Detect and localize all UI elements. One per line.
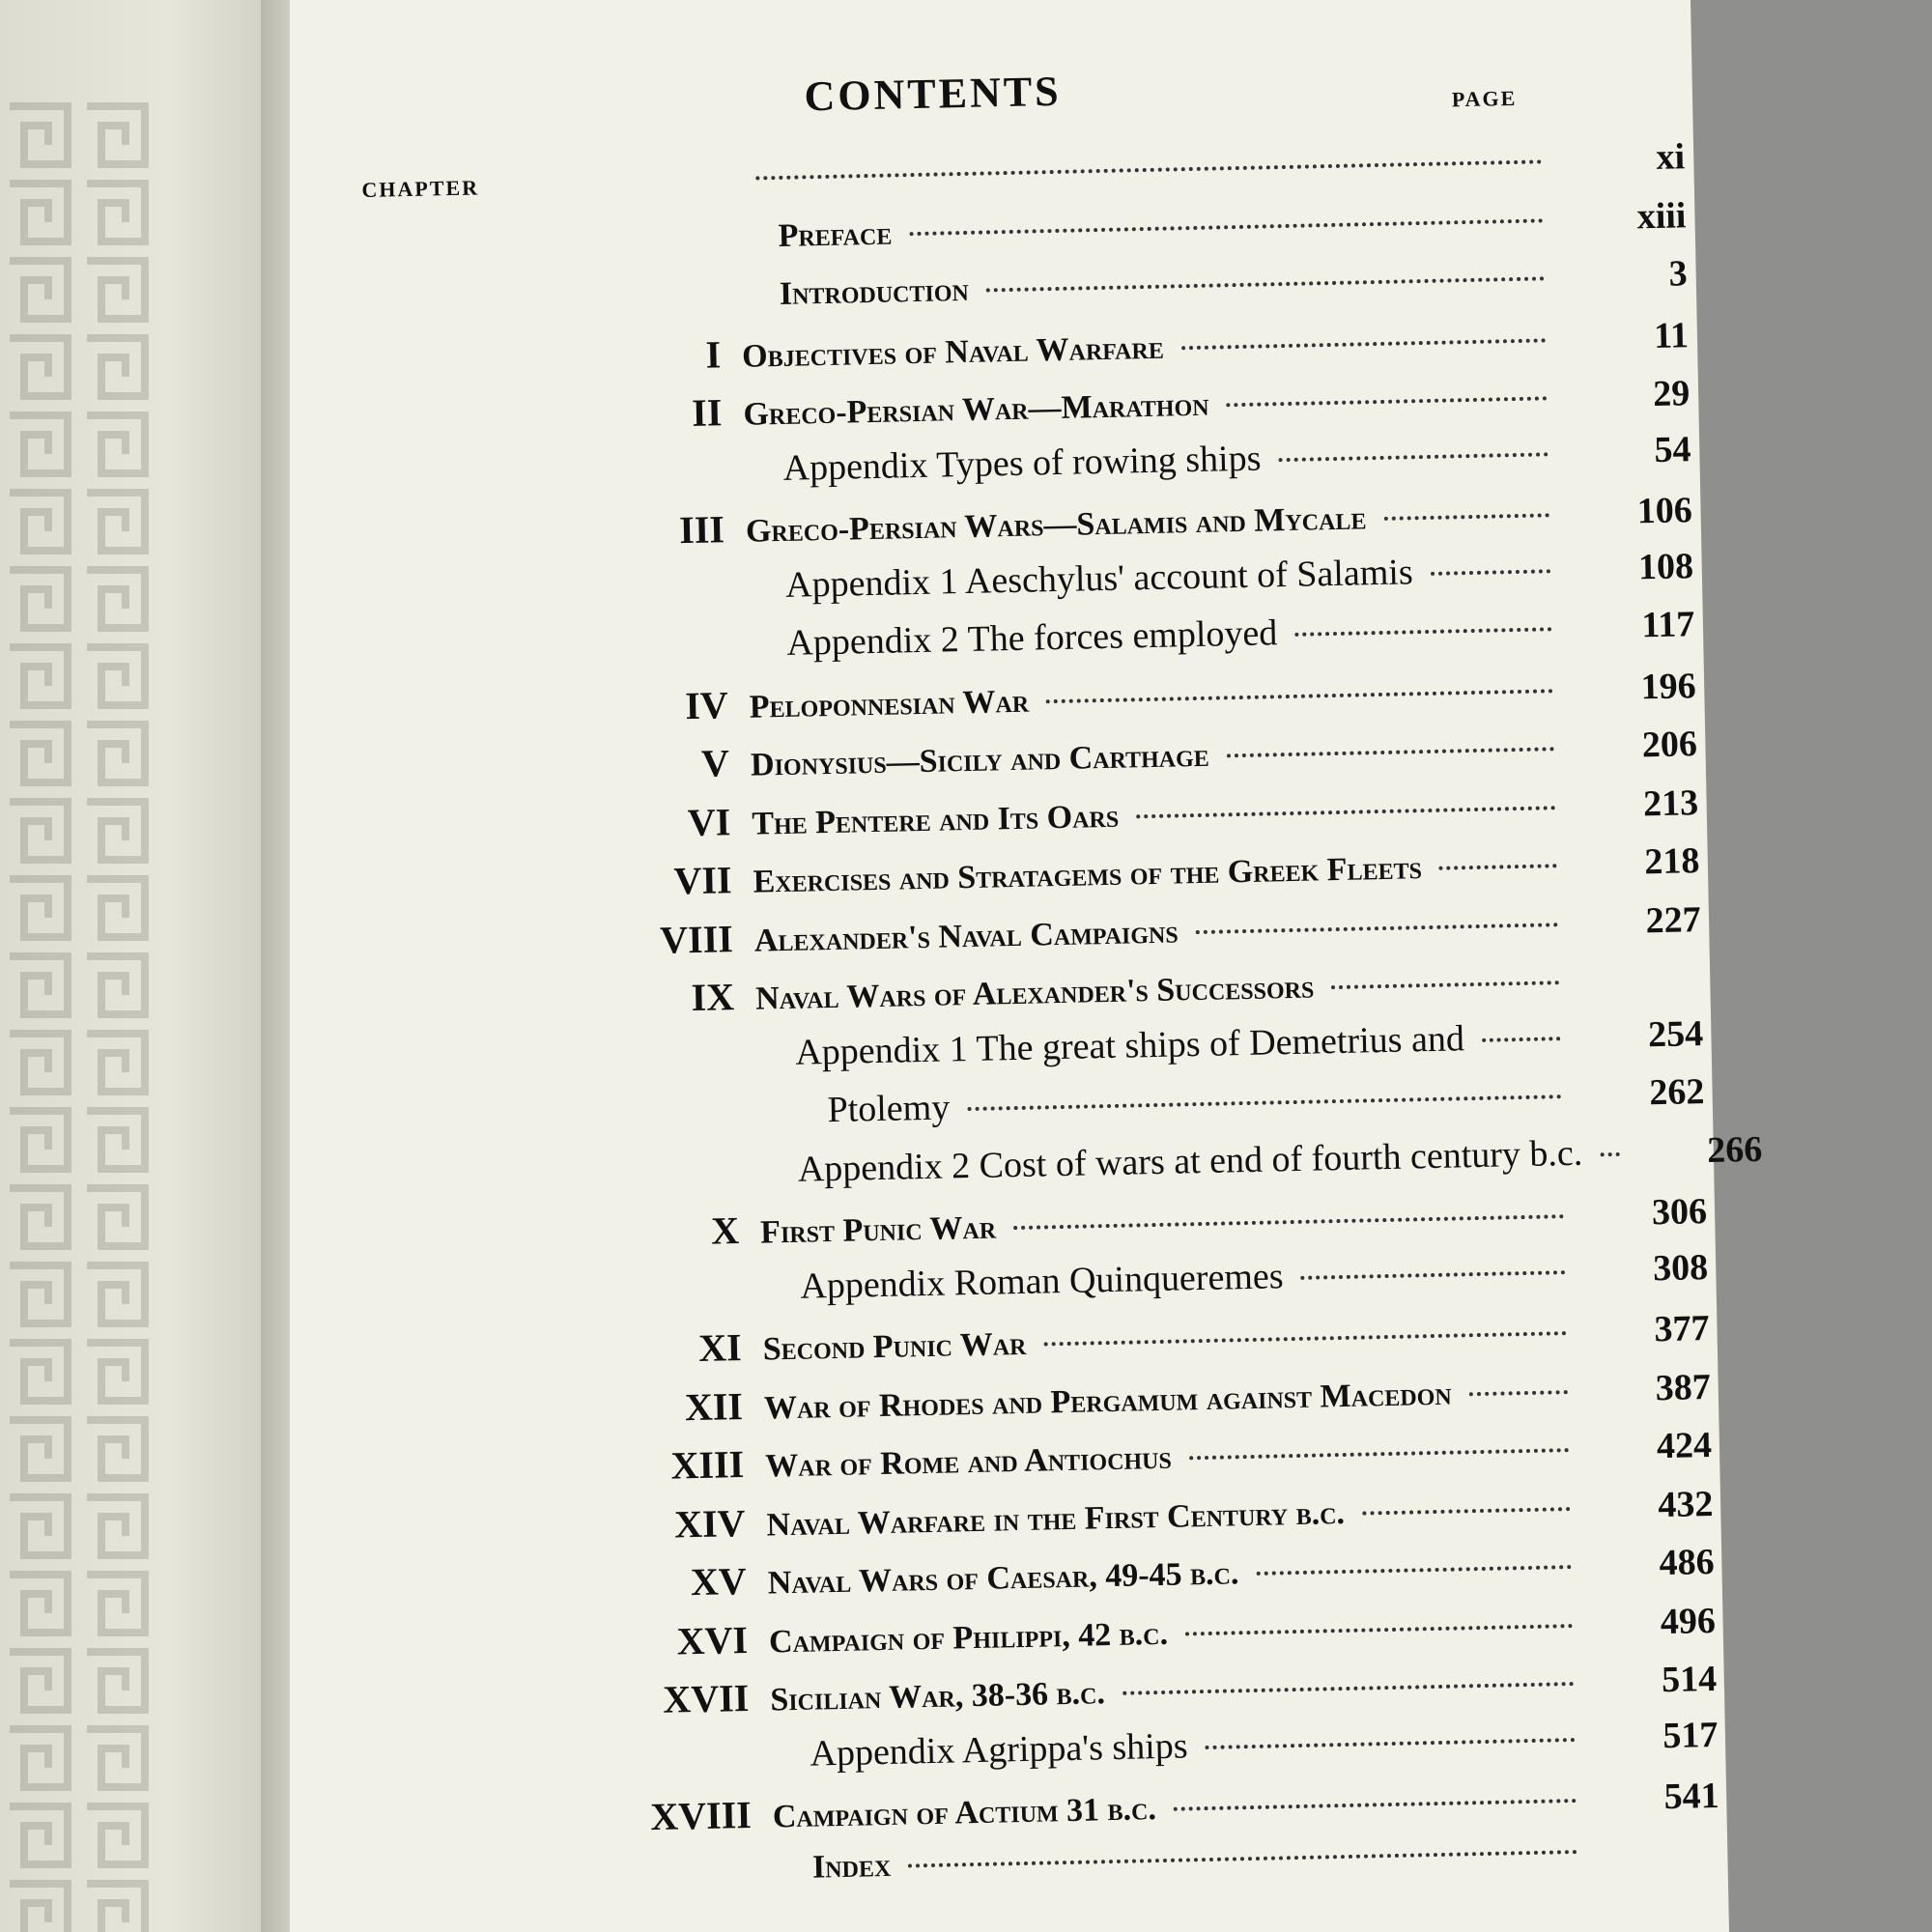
chapter-number: [304, 1123, 758, 1133]
chapter-number: [285, 188, 739, 198]
page-number: 387: [1655, 1366, 1712, 1408]
leader-dots: [986, 276, 1545, 292]
leader-dots: [1600, 1151, 1619, 1155]
entry-title: Appendix 1 The great ships of Demetrius and: [794, 1017, 1465, 1073]
table-of-contents: [282, 43, 1763, 1927]
page-number: 3: [1668, 253, 1689, 295]
entry-title: Appendix Types of rowing ships: [782, 438, 1262, 489]
page-number: 11: [1653, 314, 1690, 356]
leader-dots: [1043, 1331, 1566, 1346]
leader-dots: [1013, 1214, 1564, 1230]
entry-title: Introduction: [779, 271, 970, 312]
page-number: 117: [1640, 604, 1695, 646]
entry-title: Campaign of Actium 31 b.c.: [772, 1791, 1157, 1835]
leader-dots: [1046, 689, 1553, 703]
entry-title: First Punic War: [759, 1209, 997, 1251]
page-number: 486: [1659, 1541, 1716, 1584]
page-number: [1577, 989, 1702, 992]
page-number: 54: [1653, 428, 1691, 470]
page-number: 424: [1656, 1425, 1713, 1467]
entry-title: Naval Wars of Alexander's Successors: [754, 969, 1315, 1017]
chapter-number: XI: [697, 1325, 743, 1370]
chapter-number: XII: [684, 1383, 744, 1429]
page-number: 106: [1636, 490, 1693, 532]
chapter-number: III: [678, 507, 725, 553]
chapter-number: VIII: [659, 916, 734, 962]
page-number: 432: [1657, 1483, 1714, 1525]
leader-dots: [1174, 1799, 1577, 1811]
leader-dots: [908, 1850, 1577, 1868]
entry-title: Campaign of Philippi, 42 b.c.: [768, 1615, 1169, 1660]
chapter-number: X: [710, 1208, 740, 1253]
entry-title: The Pentere and Its Oars: [751, 798, 1120, 842]
chapter-number: VI: [687, 799, 731, 844]
leader-dots: [1300, 1270, 1565, 1280]
entry-title: Appendix Roman Quinqueremes: [799, 1255, 1284, 1307]
page-number: 218: [1643, 840, 1700, 883]
chapter-number: [287, 305, 741, 315]
leader-dots: [1256, 1565, 1571, 1576]
page-number: 29: [1652, 373, 1690, 415]
greek-key-border-icon: [0, 97, 164, 1932]
entry-title: Naval Warfare in the First Century b.c.: [766, 1494, 1346, 1544]
page-number: 108: [1637, 545, 1694, 587]
chapter-number: [305, 1181, 759, 1191]
page-number: 254: [1647, 1012, 1704, 1055]
page-number: 514: [1661, 1658, 1718, 1701]
leader-dots: [1482, 1037, 1560, 1042]
page-number: 262: [1648, 1071, 1705, 1114]
page-number: 308: [1652, 1246, 1709, 1289]
entry-title: Ptolemy: [827, 1087, 951, 1131]
chapter-number: [294, 597, 748, 607]
leader-dots: [1431, 569, 1550, 576]
entry-title: Greco-Persian War—Marathon: [743, 386, 1209, 433]
entry-title: Appendix 2 The forces employed: [785, 612, 1278, 664]
page-number: 496: [1660, 1600, 1717, 1642]
entry-title: Preface: [778, 215, 893, 254]
page-number: 196: [1640, 665, 1696, 707]
entry-title: Peloponnesian War: [749, 683, 1030, 725]
chapter-number: XIV: [673, 1500, 746, 1547]
leader-dots: [1278, 452, 1548, 462]
chapter-number: [318, 1766, 772, 1776]
page-number: 377: [1654, 1308, 1710, 1350]
chapter-number: IV: [684, 682, 729, 727]
entry-title: Appendix 1 Aeschylus' account of Salamis: [784, 551, 1414, 606]
chapter-number: [320, 1878, 774, 1888]
leader-dots: [1469, 1390, 1568, 1396]
page-number: xiii: [1636, 194, 1687, 237]
entry-title: Index: [811, 1847, 892, 1886]
leader-dots: [1294, 627, 1551, 637]
chapter-number: VII: [673, 858, 733, 903]
leader-dots: [967, 1094, 1561, 1111]
entry-title: Objectives of Naval Warfare: [741, 329, 1165, 375]
page-number: 541: [1663, 1775, 1720, 1818]
chapter-number: II: [691, 390, 723, 435]
leader-dots: [909, 218, 1543, 236]
leader-dots: [1439, 864, 1557, 870]
chapter-number: XV: [690, 1558, 748, 1605]
entry-title: Greco-Persian Wars—Salamis and Mycale: [745, 500, 1367, 550]
entry-title: Dionysius—Sicily and Carthage: [750, 737, 1210, 783]
page-number: 306: [1651, 1191, 1708, 1234]
entry-title: Appendix 2 Cost of wars at end of fourth century b.c.: [797, 1132, 1583, 1190]
leader-dots: [1205, 1738, 1575, 1749]
chapter-number: [303, 1065, 757, 1074]
page-number: xi: [1656, 136, 1686, 178]
entry-title: Alexander's Naval Campaigns: [753, 913, 1179, 959]
page-number: [1595, 1858, 1720, 1861]
entry-title: War of Rhodes and Pergamum against Macedon: [763, 1376, 1453, 1427]
leader-dots: [1196, 923, 1558, 934]
chapter-number: XVI: [676, 1617, 749, 1662]
leader-dots: [1185, 1624, 1573, 1635]
entry-title: Exercises and Stratagems of the Greek Fleets: [753, 850, 1423, 900]
entry-title: War of Rome and Antiochus: [764, 1439, 1173, 1485]
page-number: 206: [1641, 724, 1698, 766]
leader-dots: [1189, 1448, 1569, 1460]
chapter-column-header: CHAPTER: [361, 175, 480, 202]
chapter-number: XIII: [670, 1441, 745, 1488]
chapter-number: V: [700, 741, 730, 785]
page-number: 266: [1706, 1128, 1763, 1171]
leader-dots: [1136, 806, 1555, 818]
entry-title: Appendix Agrippa's ships: [810, 1724, 1188, 1775]
page-column-header: PAGE: [1451, 85, 1518, 112]
leader-dots: [1227, 747, 1554, 757]
chapter-number: IX: [691, 975, 735, 1020]
leader-dots: [1181, 338, 1546, 350]
page-number: 213: [1642, 781, 1699, 824]
page-number: 517: [1662, 1714, 1719, 1756]
page-title: CONTENTS: [804, 67, 1063, 121]
entry-title: Naval Wars of Caesar, 49-45 b.c.: [767, 1555, 1239, 1602]
chapter-number: XVIII: [649, 1792, 753, 1839]
chapter-number: [308, 1298, 762, 1308]
facing-page: [0, 0, 280, 1932]
chapter-number: [291, 480, 745, 490]
leader-dots: [1383, 513, 1549, 521]
chapter-number: XVII: [662, 1675, 750, 1721]
leader-dots: [755, 159, 1542, 180]
chapter-number: I: [705, 331, 722, 377]
leader-dots: [1122, 1682, 1574, 1695]
entry-title: Second Punic War: [762, 1325, 1027, 1368]
page-number: 227: [1645, 898, 1702, 941]
leader-dots: [1226, 396, 1547, 407]
chapter-number: [295, 656, 749, 666]
chapter-number: [286, 246, 740, 256]
leader-dots: [1331, 980, 1559, 989]
entry-title: Sicilian War, 38-36 b.c.: [769, 1675, 1106, 1719]
leader-dots: [1362, 1507, 1571, 1516]
